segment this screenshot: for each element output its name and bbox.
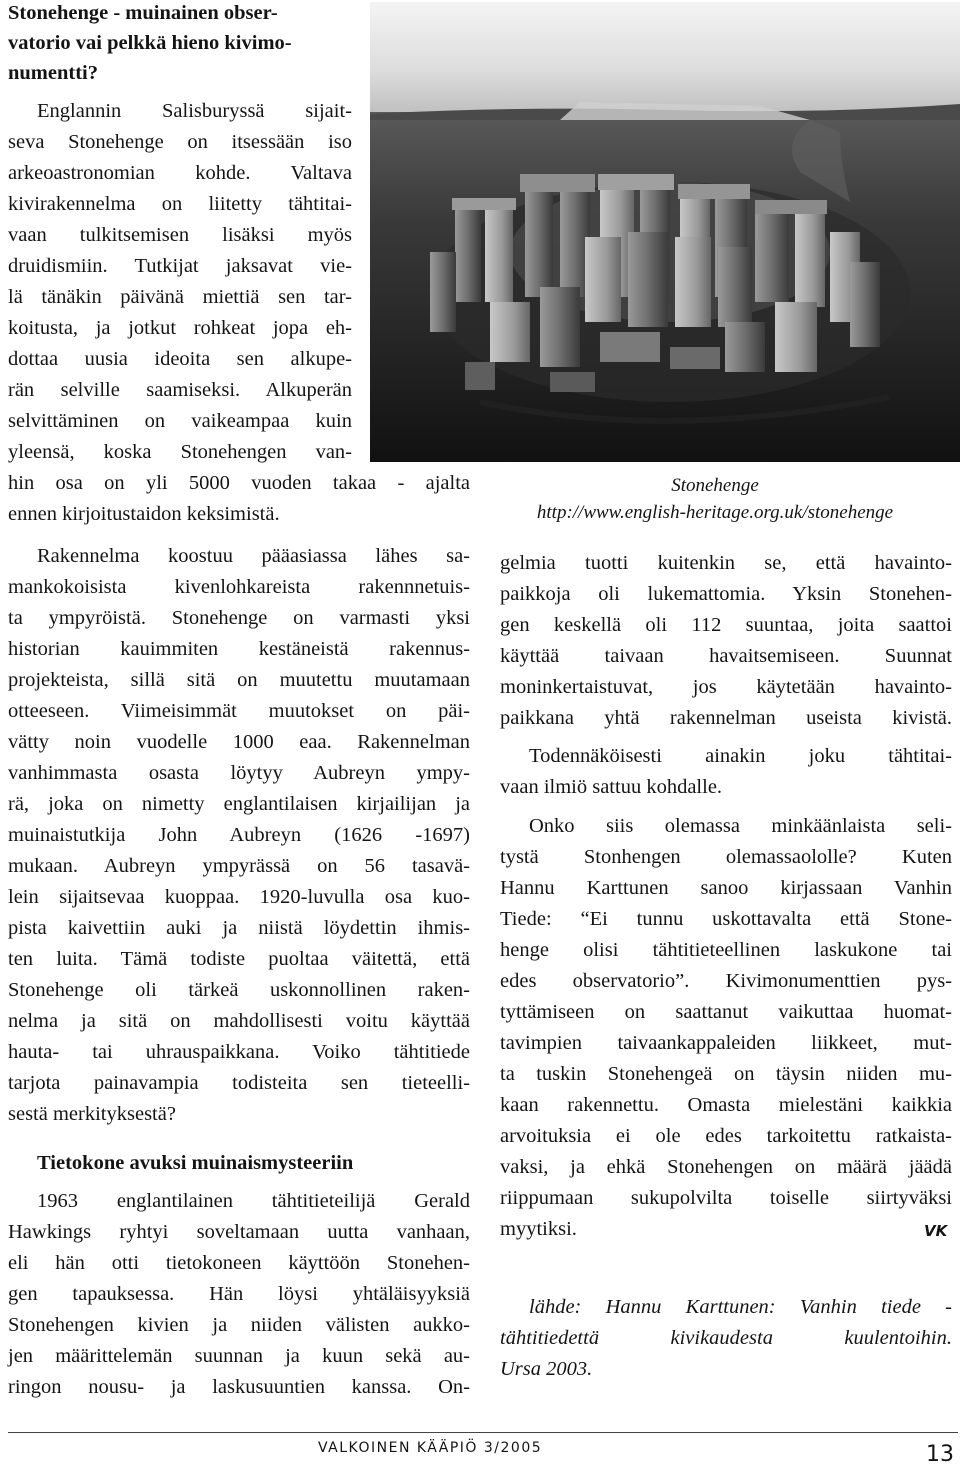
body-line: mukaan. Aubreyn ympyrässä on 56 tasavä- bbox=[8, 855, 470, 877]
body-line: rän selville saamiseksi. Alkuperän bbox=[8, 379, 352, 401]
body-line: historian kauimmiten kestäneistä rakennus- bbox=[8, 638, 470, 660]
body-line: riippumaan sukupolvilta toiselle siirtyväksi bbox=[500, 1187, 952, 1209]
body-line: paikkana yhtä rakennelman useista kivistä. bbox=[500, 707, 952, 729]
body-line: lein sijaitsevaa kuoppaa. 1920-luvulla osa kuo- bbox=[8, 886, 470, 908]
body-line: Hawkings ryhtyi soveltamaan uutta vanhaan, bbox=[8, 1221, 470, 1243]
body-line: mankokoisista kivenlohkareista rakennnetuis- bbox=[8, 576, 470, 598]
caption-title: Stonehenge bbox=[671, 475, 759, 496]
body-line: tarjota painavampia todisteita sen tieteelli- bbox=[8, 1072, 470, 1094]
body-line: Englannin Salisburyssä sijait- bbox=[37, 100, 352, 122]
body-line: Stonehenge oli tärkeä uskonnollinen raken- bbox=[8, 979, 470, 1001]
body-line: tystä Stonhengen olemassaololle? Kuten bbox=[500, 846, 952, 868]
body-line: rä, joka on nimetty englantilaisen kirjailijan ja bbox=[8, 793, 470, 815]
body-line: jen määrittelemän suunnan ja kuun sekä au- bbox=[8, 1345, 470, 1367]
body-line: henge olisi tähtitieteellinen laskukone tai bbox=[500, 939, 952, 961]
stonehenge-image bbox=[370, 2, 960, 462]
title-line: Stonehenge - muinainen obser- bbox=[8, 2, 278, 24]
body-line: selvittäminen on vaikeampaa kuin bbox=[8, 410, 352, 432]
body-line: seva Stonehenge on itsessään iso bbox=[8, 131, 352, 153]
body-line: muinaistutkija John Aubreyn (1626 -1697) bbox=[8, 824, 470, 846]
body-line: eli hän otti tietokoneen käyttöön Stonehen- bbox=[8, 1252, 470, 1274]
body-line: gelmia tuotti kuitenkin se, että havainto- bbox=[500, 552, 952, 574]
body-line: käyttää taivaan havaitsemiseen. Suunnat bbox=[500, 645, 952, 667]
body-line: kaan rakennettu. Omasta mielestäni kaikkia bbox=[500, 1094, 952, 1116]
body-line: vaan tulkitsemisen lisäksi myös bbox=[8, 224, 352, 246]
stonehenge-photo bbox=[370, 2, 960, 462]
body-line: lä tänäkin päivänä miettiä sen tar- bbox=[8, 286, 352, 308]
body-line: gen tapauksessa. Hän löysi yhtäläisyyksiä bbox=[8, 1283, 470, 1305]
caption-url[interactable]: http://www.english-heritage.org.uk/stonehenge bbox=[536, 502, 894, 523]
body-line: Tiede: “Ei tunnu uskottavalta että Stone- bbox=[500, 908, 952, 930]
body-line: vaan ilmiö sattuu kohdalle. bbox=[500, 776, 723, 798]
body-line: gen keskellä oli 112 suuntaa, joita saattoi bbox=[500, 614, 952, 636]
body-line: Rakennelma koostuu pääasiassa lähes sa- bbox=[37, 545, 470, 567]
body-line: vaksi, ja ehkä Stonehengen on määrä jäädä bbox=[500, 1156, 952, 1178]
body-line: dottaa uusia ideoita sen alkupe- bbox=[8, 348, 352, 370]
source-line: tähtitiedettä kivikaudesta kuulentoihin. bbox=[500, 1327, 952, 1349]
body-line: pista kaivettiin auki ja niistä löydettin ihmis- bbox=[8, 917, 470, 939]
body-line: Onko siis olemassa minkäänlaista seli- bbox=[529, 815, 952, 837]
title-line: vatorio vai pelkkä hieno kivimo- bbox=[8, 32, 292, 54]
body-line: Stonehengen kivien ja niiden välisten aukko- bbox=[8, 1314, 470, 1336]
body-line: ennen kirjoitustaidon keksimistä. bbox=[8, 503, 280, 525]
photo-caption bbox=[480, 472, 950, 526]
body-line: otteeseen. Viimeisimmät muutokset on päi- bbox=[8, 700, 470, 722]
body-line: hauta- tai uhrauspaikkana. Voiko tähtitiede bbox=[8, 1041, 470, 1063]
body-line: ringon nousu- ja laskusuuntien kanssa. On- bbox=[8, 1376, 470, 1398]
source-line: Ursa 2003. bbox=[500, 1358, 593, 1380]
subheading: Tietokone avuksi muinaismysteeriin bbox=[37, 1152, 354, 1174]
body-line: sestä merkityksestä? bbox=[8, 1103, 176, 1125]
author-signature: VK bbox=[924, 1222, 948, 1240]
body-line: kivirakennelma on liitetty tähtitai- bbox=[8, 193, 352, 215]
body-line: ta ympyröistä. Stonehenge on varmasti yksi bbox=[8, 607, 470, 629]
body-line: yleensä, koska Stonehengen van- bbox=[8, 441, 352, 463]
body-line: tyttämiseen on saattanut vaikuttaa huomat- bbox=[500, 1001, 952, 1023]
body-line: tavimpien taivaankappaleiden liikkeet, mut- bbox=[500, 1032, 952, 1054]
title-line: numentti? bbox=[8, 62, 98, 84]
body-line: ta tuskin Stonehengeä on täysin niiden mu- bbox=[500, 1063, 952, 1085]
body-line: moninkertaistuvat, jos käytetään havainto- bbox=[500, 676, 952, 698]
body-line: koitusta, ja jotkut rohkeat jopa eh- bbox=[8, 317, 352, 339]
body-line: 1963 englantilainen tähtitieteilijä Gerald bbox=[37, 1190, 470, 1212]
body-line: projekteista, sillä sitä on muutettu muutamaan bbox=[8, 669, 470, 691]
body-line: edes observatorio”. Kivimonumenttien pys- bbox=[500, 970, 952, 992]
body-line: arvoituksia ei ole edes tarkoitettu ratkaista- bbox=[500, 1125, 952, 1147]
source-line: lähde: Hannu Karttunen: Vanhin tiede - bbox=[529, 1296, 952, 1318]
body-line: vanhimmasta osasta löytyy Aubreyn ympy- bbox=[8, 762, 470, 784]
body-line: Hannu Karttunen sanoo kirjassaan Vanhin bbox=[500, 877, 952, 899]
body-line: ten luita. Tämä todiste puoltaa väitettä, että bbox=[8, 948, 470, 970]
body-line: arkeoastronomian kohde. Valtava bbox=[8, 162, 352, 184]
body-line: druidismiin. Tutkijat jaksavat vie- bbox=[8, 255, 352, 277]
footer-divider bbox=[8, 1432, 958, 1433]
body-line: nelma ja sitä on mahdollisesti voitu käyttää bbox=[8, 1010, 470, 1032]
body-line: hin osa on yli 5000 vuoden takaa - ajalta bbox=[8, 472, 470, 494]
publication-name: VALKOINEN KÄÄPIÖ 3/2005 bbox=[318, 1440, 543, 1456]
body-line: vätty noin vuodelle 1000 eaa. Rakennelman bbox=[8, 731, 470, 753]
page-number: 13 bbox=[926, 1442, 954, 1467]
body-line: paikkoja oli lukemattomia. Yksin Stonehen- bbox=[500, 583, 952, 605]
body-line: myytiksi. bbox=[500, 1218, 577, 1240]
body-line: Todennäköisesti ainakin joku tähtitai- bbox=[529, 745, 952, 767]
